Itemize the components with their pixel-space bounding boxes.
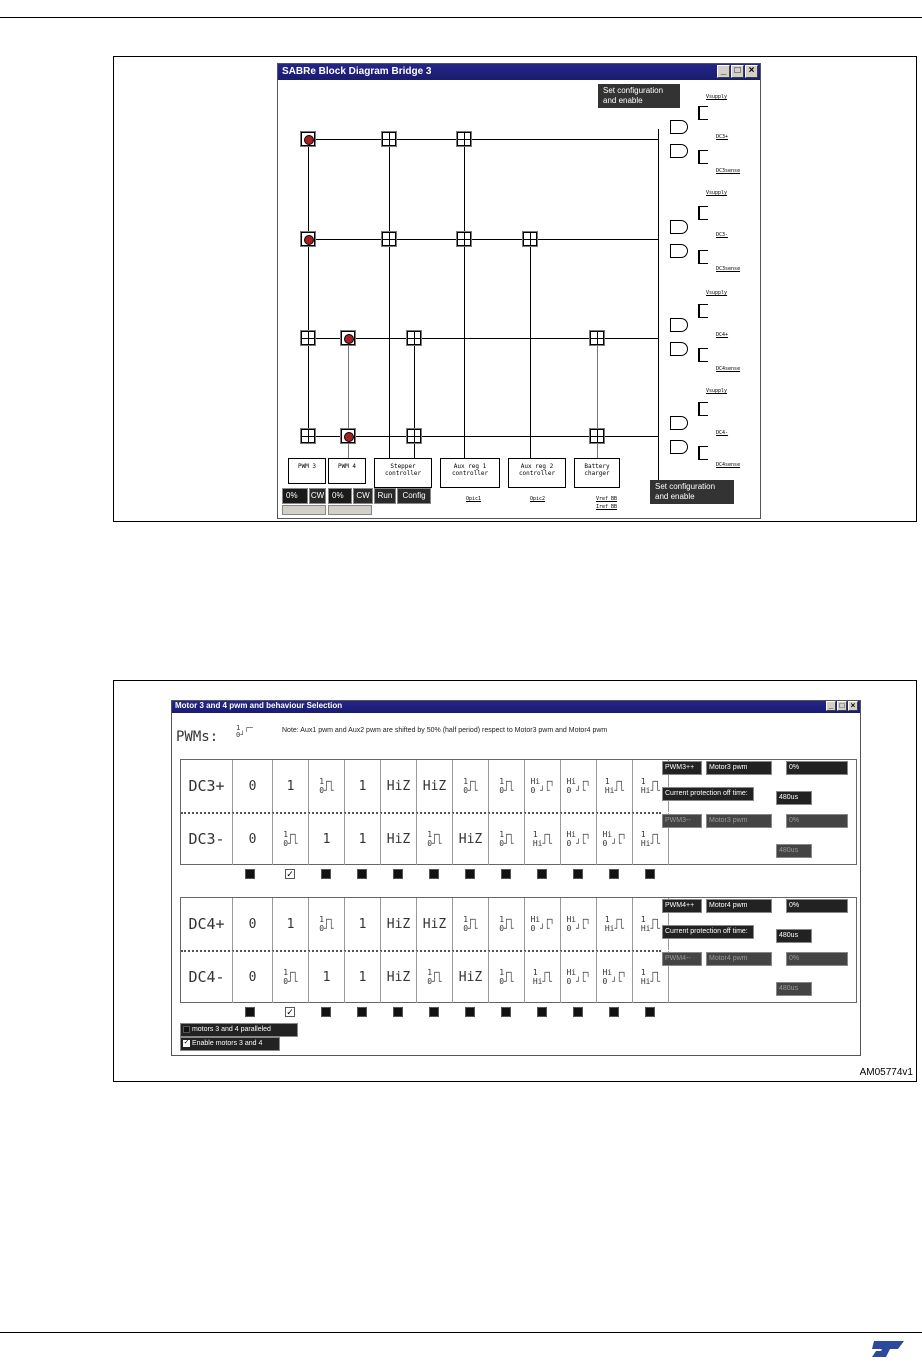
state-cell: 1 [345,898,381,950]
switch-node[interactable] [523,232,537,246]
column-select-checkbox[interactable] [501,1007,511,1017]
switch-node[interactable] [407,429,421,443]
pwm4-duty[interactable]: 0% [328,488,352,504]
state-cell: Hi ┌┐ 0 ┘└ [561,898,597,950]
pwm-mode-select[interactable]: PWM3++ [662,761,702,775]
selection-window [171,700,861,1056]
pwm4-direction[interactable]: CW [353,488,373,504]
bus-line [308,139,309,436]
state-cell: 1 [309,951,345,1003]
maximize-button[interactable]: □ [837,701,847,711]
column-select-checkbox[interactable] [393,1007,403,1017]
protection-time-field[interactable]: 480us [776,791,812,805]
stepper-controller-block[interactable]: Stepper controller [374,458,432,488]
switch-node[interactable] [382,232,396,246]
figure-id: AM05774v1 [859,1067,913,1078]
column-select-checkbox[interactable] [429,1007,439,1017]
state-cell: 1 ┌┐ Hi┘└ [525,813,561,865]
state-cell: 1┌┐ 0┘└ [489,760,525,812]
maximize-button[interactable]: □ [731,65,744,78]
state-cell: Hi ┌┐ 0 ┘└ [597,813,633,865]
minimize-button[interactable]: _ [717,65,730,78]
protection-time-field[interactable]: 480us [776,982,812,996]
pwm4-block[interactable]: PWM 4 [328,458,366,484]
protection-time-field[interactable]: 480us [776,844,812,858]
state-cell: 1 ┌┐ Hi┘└ [597,898,633,950]
state-cell: 0 [233,813,273,865]
switch-node[interactable] [590,331,604,345]
selection-row [181,898,669,950]
state-cell: HiZ [417,898,453,950]
pwm-value-field[interactable]: 0% [786,899,848,913]
switch-node[interactable] [407,331,421,345]
state-cell: 1 [273,898,309,950]
state-cell: 0 [233,898,273,950]
paralleled-checkbox[interactable] [180,1023,298,1037]
row-label: DC4+ [181,898,233,950]
pwm3-duty[interactable]: 0% [282,488,308,504]
pwm-mode-select[interactable]: PWM4++ [662,899,702,913]
row-label: DC3- [181,813,233,865]
switch-node[interactable] [341,429,355,443]
selection-row [181,813,669,865]
pwm3-direction[interactable]: CW [309,488,326,504]
column-select-checkbox[interactable] [645,869,655,879]
window-title: Motor 3 and 4 pwm and behaviour Selection [175,701,343,710]
signal-label: Opic1 [466,496,482,502]
state-cell: Hi ┌┐ 0 ┘└ [525,898,561,950]
state-cell: 1┌┐ 0┘└ [273,813,309,865]
column-select-checkbox[interactable]: ✓ [286,1007,294,1017]
state-cell: 1┌┐ 0┘└ [489,813,525,865]
switch-node[interactable] [301,331,315,345]
state-cell: 1┌┐ 0┘└ [489,898,525,950]
state-cell: 1┌┐ 0┘└ [309,898,345,950]
pwm4-scrollbar[interactable] [328,505,372,515]
state-cell: 1┌┐ 0┘└ [309,760,345,812]
switch-node[interactable] [301,132,315,146]
column-select-checkbox[interactable] [465,869,475,879]
state-cell: 0 [233,951,273,1003]
state-cell: 1 [345,951,381,1003]
switch-node[interactable] [457,132,471,146]
column-select-checkbox[interactable] [537,1007,547,1017]
column-select-checkbox[interactable] [645,1007,655,1017]
pwm-source-select[interactable]: Motor3 pwm [706,761,772,775]
protection-time-field[interactable]: 480us [776,929,812,943]
state-cell: 1 [309,813,345,865]
row-label: DC4- [181,951,233,1003]
state-cell: HiZ [381,760,417,812]
state-cell: 0 [233,760,273,812]
protection-label: Current protection off time: [662,787,754,801]
column-select-checkbox[interactable] [609,1007,619,1017]
protection-label: Current protection off time: [662,925,754,939]
column-select-checkbox[interactable] [245,869,255,879]
pwm-value-field[interactable]: 0% [786,952,848,966]
pwm3-block[interactable]: PWM 3 [288,458,326,484]
bus-line [464,139,465,459]
pwm3-scrollbar[interactable] [282,505,326,515]
state-cell: Hi ┌┐ 0 ┘└ [525,760,561,812]
figure-frame-top [113,56,917,522]
figure-frame-bottom [113,680,917,1082]
state-cell: 1┌┐ 0┘└ [453,898,489,950]
column-select-checkbox[interactable] [501,869,511,879]
state-cell: 1┌┐ 0┘└ [417,951,453,1003]
state-cell: 1 ┌┐ Hi┘└ [633,898,669,950]
column-select-checkbox[interactable] [429,869,439,879]
battery-charger-block[interactable]: Battery charger [574,458,620,488]
paralleled-label: motors 3 and 4 paralleled [191,1026,271,1033]
pwm-value-field[interactable]: 0% [786,814,848,828]
aux-reg2-block[interactable]: Aux reg 2 controller [508,458,566,488]
signal-label: Iref_BB [596,504,618,510]
state-cell: 1 ┌┐ Hi┘└ [597,760,633,812]
switch-node[interactable] [457,232,471,246]
switch-node[interactable] [341,331,355,345]
state-cell: HiZ [453,951,489,1003]
config-callout-top[interactable]: Set configuration and enable [598,84,680,108]
column-select-checkbox[interactable] [573,1007,583,1017]
state-cell: HiZ [381,898,417,950]
state-cell: 1 ┌┐ Hi┘└ [525,951,561,1003]
pwm-source-select[interactable]: Motor4 pwm [706,899,772,913]
window-titlebar [172,701,860,713]
column-select-checkbox[interactable] [609,869,619,879]
state-cell: HiZ [381,813,417,865]
column-select-checkbox[interactable] [321,1007,331,1017]
footer-rule [0,1332,922,1333]
column-select-checkbox[interactable] [321,869,331,879]
column-select-checkbox[interactable] [393,869,403,879]
minimize-button[interactable]: _ [826,701,836,711]
pwm-source-select[interactable]: Motor3 pwm [706,814,772,828]
state-cell: HiZ [381,951,417,1003]
column-select-checkbox[interactable]: ✓ [286,869,294,879]
state-cell: Hi ┌┐ 0 ┘└ [561,951,597,1003]
state-cell: HiZ [453,813,489,865]
switch-node[interactable] [590,429,604,443]
state-cell: 1 [345,760,381,812]
pwm-mode-select[interactable]: PWM4-- [662,952,702,966]
state-cell: 1┌┐ 0┘└ [417,813,453,865]
config-callout-bottom[interactable]: Set configuration and enable [650,480,734,504]
bus-line [658,129,659,494]
switch-node[interactable] [301,429,315,443]
close-button[interactable]: × [745,65,758,78]
pwm-mode-select[interactable]: PWM3-- [662,814,702,828]
close-button[interactable]: × [848,701,858,711]
config-button[interactable]: Config [397,488,431,504]
selection-row [181,760,669,812]
bus-line [530,239,531,459]
enable-checkbox[interactable] [180,1037,280,1051]
state-cell: 1 ┌┐ Hi┘└ [633,951,669,1003]
state-cell: Hi ┌┐ 0 ┘└ [561,760,597,812]
signal-label: Vref_BB [596,496,618,502]
block-diagram-window: SABRe Block Diagram Bridge 3 _ □ × Set configuration and enable Vsupply DC3+ DC3sense Vsupply DC3- DC3sense Vsupply DC4+ DC4sense Vsupply DC4- DC4sense PWM 3 PWM 4 Stepper controller Aux reg 1 controller Aux reg 2 controller Battery charger 0% CW 0% CW Run Config Opic1 Opic2 Vref_BB Iref_BB Set configuration and enable [277,63,761,519]
window-title: SABRe Block Diagram Bridge 3 [282,66,432,77]
state-cell: Hi ┌┐ 0 ┘└ [561,813,597,865]
pwm-legend-icon: 1 ┌─ 0┘ [236,724,253,739]
row-label: DC3+ [181,760,233,812]
column-select-checkbox[interactable] [357,869,367,879]
enable-label: Enable motors 3 and 4 [191,1040,263,1047]
switch-node[interactable] [301,232,315,246]
bus-line [308,239,658,240]
header-rule [0,17,922,18]
run-button[interactable]: Run [374,488,396,504]
state-cell: 1┌┐ 0┘└ [453,760,489,812]
state-cell: 1 [273,760,309,812]
aux-reg1-block[interactable]: Aux reg 1 controller [440,458,500,488]
window-titlebar [278,64,760,80]
check-icon[interactable]: ✓ [183,1038,190,1046]
state-cell: HiZ [417,760,453,812]
switch-node[interactable] [382,132,396,146]
column-select-checkbox[interactable] [537,869,547,879]
state-cell: 1┌┐ 0┘└ [489,951,525,1003]
bus-line [308,436,658,437]
state-cell: 1┌┐ 0┘└ [273,951,309,1003]
column-select-checkbox[interactable] [465,1007,475,1017]
state-cell: 1 ┌┐ Hi┘└ [633,760,669,812]
state-cell: 1 ┌┐ Hi┘└ [633,813,669,865]
signal-label: Opic2 [530,496,546,502]
column-select-checkbox[interactable] [245,1007,255,1017]
bus-line [389,139,390,459]
pwm-source-select[interactable]: Motor4 pwm [706,952,772,966]
pwm-value-field[interactable]: 0% [786,761,848,775]
checkbox-box[interactable] [183,1026,190,1033]
pwms-label: PWMs: [176,729,219,745]
selection-row [181,951,669,1003]
state-cell: 1 [345,813,381,865]
st-logo-icon [868,1339,908,1359]
column-select-checkbox[interactable] [573,869,583,879]
column-select-checkbox[interactable] [357,1007,367,1017]
bus-line [308,338,658,339]
bus-line [308,139,658,140]
state-cell: Hi ┌┐ 0 ┘└ [597,951,633,1003]
note-text: Note: Aux1 pwm and Aux2 pwm are shifted by 50% (half period) respect to Motor3 pwm and Motor4 pwm [282,727,608,734]
